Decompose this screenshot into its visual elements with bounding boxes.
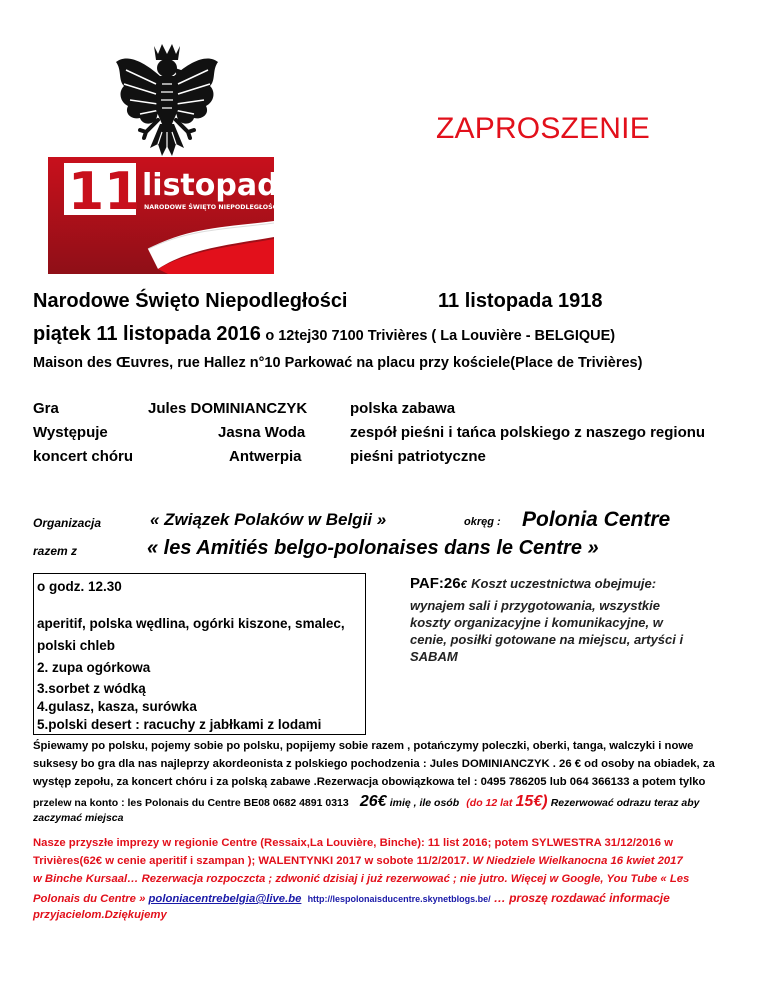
program-label-1: Gra: [33, 400, 59, 417]
paf-euro: €: [460, 579, 467, 591]
email-link[interactable]: poloniacentrebelgia@live.be: [148, 893, 302, 905]
paf-label: PAF:26: [410, 575, 461, 592]
info-line-4: [33, 793, 700, 811]
bank-account: przelew na konto : les Polonais du Centre BE08 0682 4891 0313: [33, 797, 349, 809]
banner-word: listopada: [142, 168, 299, 203]
banner-subtitle: NARODOWE ŚWIĘTO NIEPODLEGŁOŚCI: [144, 204, 280, 211]
menu-item-2: polski chleb: [37, 638, 116, 653]
future-line-4a: Polonais du Centre »: [33, 893, 146, 905]
future-line-2: [33, 855, 683, 867]
info-line-2: suksesy bo gra dla nas najleprzy akordeonista z polskiego pochodzenia : Jules DOMINIANCZYK . 26 € od osoby na obiadek, za: [33, 758, 715, 770]
price-child: 15€): [515, 793, 548, 810]
menu-time: o godz. 12.30: [37, 579, 122, 594]
program-what-1: polska zabawa: [350, 400, 456, 417]
banner-number: 11: [68, 162, 141, 222]
menu-item-4: 3.sorbet z wódką: [37, 681, 146, 696]
future-line-2b: W Niedziele Wielkanocna 16 kwiet 2017: [469, 855, 683, 867]
future-line-3: w Binche Kursaal… Rezerwacja rozpoczcta ; zdwonić dzisiaj i już rezerwować ; nie jutro. Więcej w Google, You Tube « Les: [33, 873, 690, 885]
future-line-2a: Trivières(62€ w cenie aperitif i szampan ); WALENTYNKI 2017 w sobote 11/2/2017.: [33, 855, 470, 867]
future-line-4: [33, 891, 670, 905]
menu-box: [33, 573, 366, 735]
program-who-2: Jasna Woda: [218, 424, 306, 441]
name-count: imię , ile osób: [389, 797, 460, 809]
price-adult: 26€: [359, 793, 387, 810]
menu-item-5: 4.gulasz, kasza, surówka: [37, 699, 197, 714]
district-name: Polonia Centre: [522, 508, 671, 531]
event-time-place: o 12tej30 7100 Trivières ( La Louvière - BELGIQUE): [265, 328, 616, 344]
info-line-1: Śpiewamy po polsku, pojemy sobie po polsku, popijemy sobie razem , potańczymy poleczki, oberki, tanga, walczyki i nowe: [33, 740, 694, 752]
historic-date: 11 listopada 1918: [438, 290, 603, 312]
info-line-5: zaczymać miejsca: [33, 812, 124, 824]
paf-header: [410, 575, 656, 593]
reserve-now: Rezerwować odrazu teraz aby: [550, 797, 700, 809]
paf-desc-1: wynajem sali i przygotowania, wszystkie: [410, 598, 660, 613]
blog-url[interactable]: http://lespolonaisducentre.skynetblogs.be/: [307, 894, 491, 904]
child-age: (do 12 lat: [466, 797, 513, 809]
page-title: ZAPROSZENIE: [436, 112, 650, 145]
polish-eagle-emblem: [112, 40, 222, 162]
event-date: piątek 11 listopada 2016: [33, 323, 261, 345]
future-line-1: Nasze przyszłe imprezy w regionie Centre (Ressaix,La Louvière, Binche): 11 list 2016; potem SYLWESTRA 31/12/2016 w: [33, 837, 673, 849]
program-label-3: koncert chóru: [33, 448, 134, 465]
event-date-line: [33, 323, 615, 346]
listopada-banner: [48, 157, 299, 274]
paf-desc-2: koszty organizacyjne i komunikacyjne, w: [410, 615, 663, 630]
event-address: Maison des Œuvres, rue Hallez n°10 Parkować na placu przy kościele(Place de Trivières): [33, 355, 643, 371]
together-label: razem z: [33, 544, 78, 558]
program-label-2: Występuje: [33, 424, 108, 441]
future-line-4b: … proszę rozdawać informacje: [493, 891, 670, 905]
paf-desc-3: cenie, posiłki gotowane na miejscu, artyści i: [410, 632, 684, 647]
program-who-3: Antwerpia: [229, 448, 302, 465]
info-line-3: występ zepołu, za koncert chóru i za polską zabawe .Rezerwacja obowiązkowa tel : 0495 786205 lub 064 366133 a potem tylko: [33, 776, 706, 788]
paf-cost-title: Koszt uczestnictwa obejmuje:: [471, 576, 657, 591]
menu-item-6: 5.polski desert : racuchy z jabłkami z lodami: [37, 717, 322, 732]
menu-item-3: 2. zupa ogórkowa: [37, 660, 151, 675]
organization-name: « Związek Polaków w Belgii »: [150, 510, 387, 529]
partner-name: « les Amitiés belgo-polonaises dans le Centre »: [147, 537, 599, 559]
holiday-name: Narodowe Święto Niepodległości: [33, 290, 348, 312]
program-what-2: zespół pieśni i tańca polskiego z naszego regionu: [350, 424, 706, 441]
paf-desc-4: SABAM: [410, 649, 458, 664]
organization-label: Organizacja: [33, 516, 102, 530]
program-what-3: pieśni patriotyczne: [350, 448, 486, 465]
future-line-5: przyjacielom.Dziękujemy: [33, 909, 167, 921]
district-label: okręg :: [464, 516, 501, 528]
menu-item-1: aperitif, polska wędlina, ogórki kiszone, smalec,: [37, 616, 345, 631]
program-who-1: Jules DOMINIANCZYK: [148, 400, 308, 417]
